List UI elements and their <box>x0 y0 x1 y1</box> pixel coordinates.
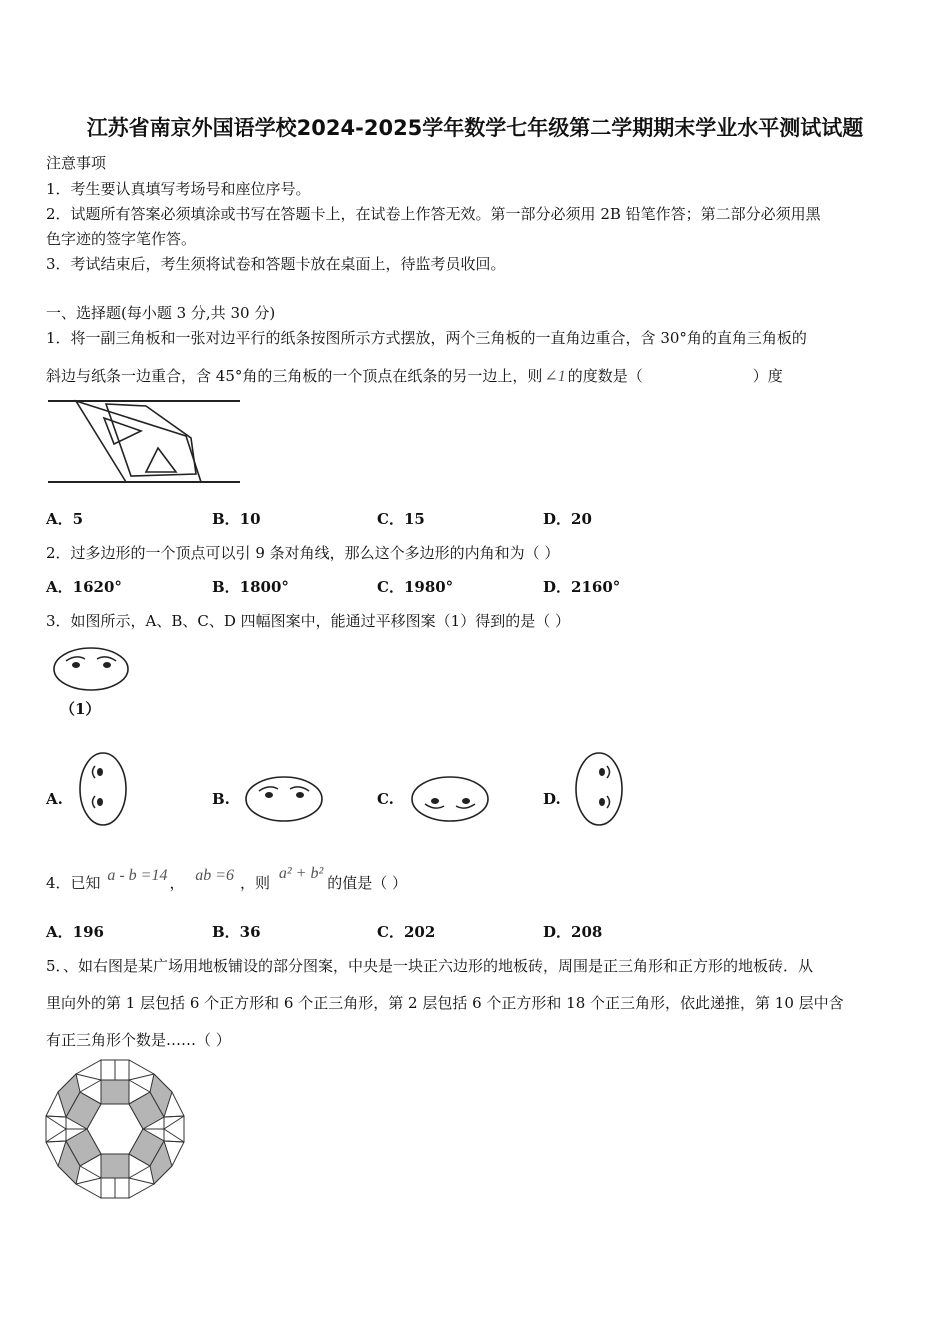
q3-figure-a[interactable] <box>76 750 130 828</box>
notice-heading: 注意事项 <box>46 154 107 172</box>
q2-option-d[interactable]: D．2160° <box>543 578 621 596</box>
q3-text: 3．如图所示，A、B、C、D 四幅图案中，能通过平移图案（1）得到的是（ ） <box>46 612 570 630</box>
q4-then: ，则 <box>240 874 271 892</box>
q1-option-a[interactable]: A．5 <box>46 510 84 528</box>
q5-tiling-figure <box>44 1058 186 1200</box>
notice-item: 色字迹的签字笔作答。 <box>46 230 197 248</box>
q1-option-b[interactable]: B．10 <box>212 510 261 528</box>
page-title: 江苏省南京外国语学校2024-2025学年数学七年级第二学期期末学业水平测试试题 <box>86 116 864 140</box>
q3-option-b[interactable]: B. <box>212 790 230 808</box>
q2-option-a[interactable]: A．1620° <box>46 578 122 596</box>
q4-option-a[interactable]: A．196 <box>46 923 104 941</box>
section-heading: 一、选择题(每小题 3 分,共 30 分) <box>46 304 276 322</box>
q2-option-c[interactable]: C．1980° <box>377 578 454 596</box>
q4-expression: a² + b² <box>278 865 324 882</box>
q4-equation-1: a - b =14 <box>107 867 168 884</box>
q2-text: 2．过多边形的一个顶点可以引 9 条对角线，那么这个多边形的内角和为（ ） <box>46 544 560 562</box>
q4-option-c[interactable]: C．202 <box>377 923 436 941</box>
q1-option-c[interactable]: C．15 <box>377 510 425 528</box>
q3-option-c[interactable]: C. <box>377 790 394 808</box>
q3-figure-c[interactable] <box>409 774 491 824</box>
q3-figure-b[interactable] <box>243 774 325 824</box>
q5-line3: 有正三角形个数是……（ ） <box>46 1031 231 1049</box>
q4-prefix: 4．已知 <box>46 874 101 892</box>
q3-figure-label: （1） <box>60 700 101 718</box>
notice-item: 3．考试结束后，考生须将试卷和答题卡放在桌面上，待监考员收回。 <box>46 255 506 273</box>
angle-symbol: ∠1 <box>544 368 566 385</box>
q1-line2-text: 斜边与纸条一边重合，含 45°角的三角板的一个顶点在纸条的另一边上，则 <box>46 367 543 385</box>
q3-option-d[interactable]: D. <box>543 790 561 808</box>
q4-text <box>46 865 408 893</box>
q1-option-d[interactable]: D．20 <box>543 510 592 528</box>
q1-line2-paren: 的度数是（ <box>567 367 643 385</box>
q1-line2-end: ）度 <box>752 367 783 385</box>
notice-item: 1．考生要认真填写考场号和座位序号。 <box>46 180 311 198</box>
q3-option-a[interactable]: A. <box>46 790 63 808</box>
q4-equation-2: ab =6 <box>195 867 235 884</box>
q5-line1: 5．、如右图是某广场用地板铺设的部分图案，中央是一块正六边形的地板砖，周围是正三角形和正方形的地板砖．从 <box>46 957 814 975</box>
notice-item: 2．试题所有答案必须填涂或书写在答题卡上，在试卷上作答无效。第一部分必须用 2B 铅笔作答；第二部分必须用黑 <box>46 205 821 223</box>
q2-option-b[interactable]: B．1800° <box>212 578 289 596</box>
q4-suffix: 的值是（ ） <box>327 874 408 892</box>
q1-line1: 1．将一副三角板和一张对边平行的纸条按图所示方式摆放，两个三角板的一直角边重合，含 30°角的直角三角板的 <box>46 329 807 347</box>
q3-figure-d[interactable] <box>572 750 626 828</box>
q1-line2 <box>46 365 783 386</box>
q3-figure-1 <box>52 645 132 695</box>
q4-option-d[interactable]: D．208 <box>543 923 603 941</box>
q5-line2: 里向外的第 1 层包括 6 个正方形和 6 个正三角形，第 2 层包括 6 个正方形和 18 个正三角形，依此递推，第 10 层中含 <box>46 994 844 1012</box>
q4-separator: ， <box>169 874 185 892</box>
q4-option-b[interactable]: B．36 <box>212 923 261 941</box>
q1-figure <box>46 396 246 488</box>
